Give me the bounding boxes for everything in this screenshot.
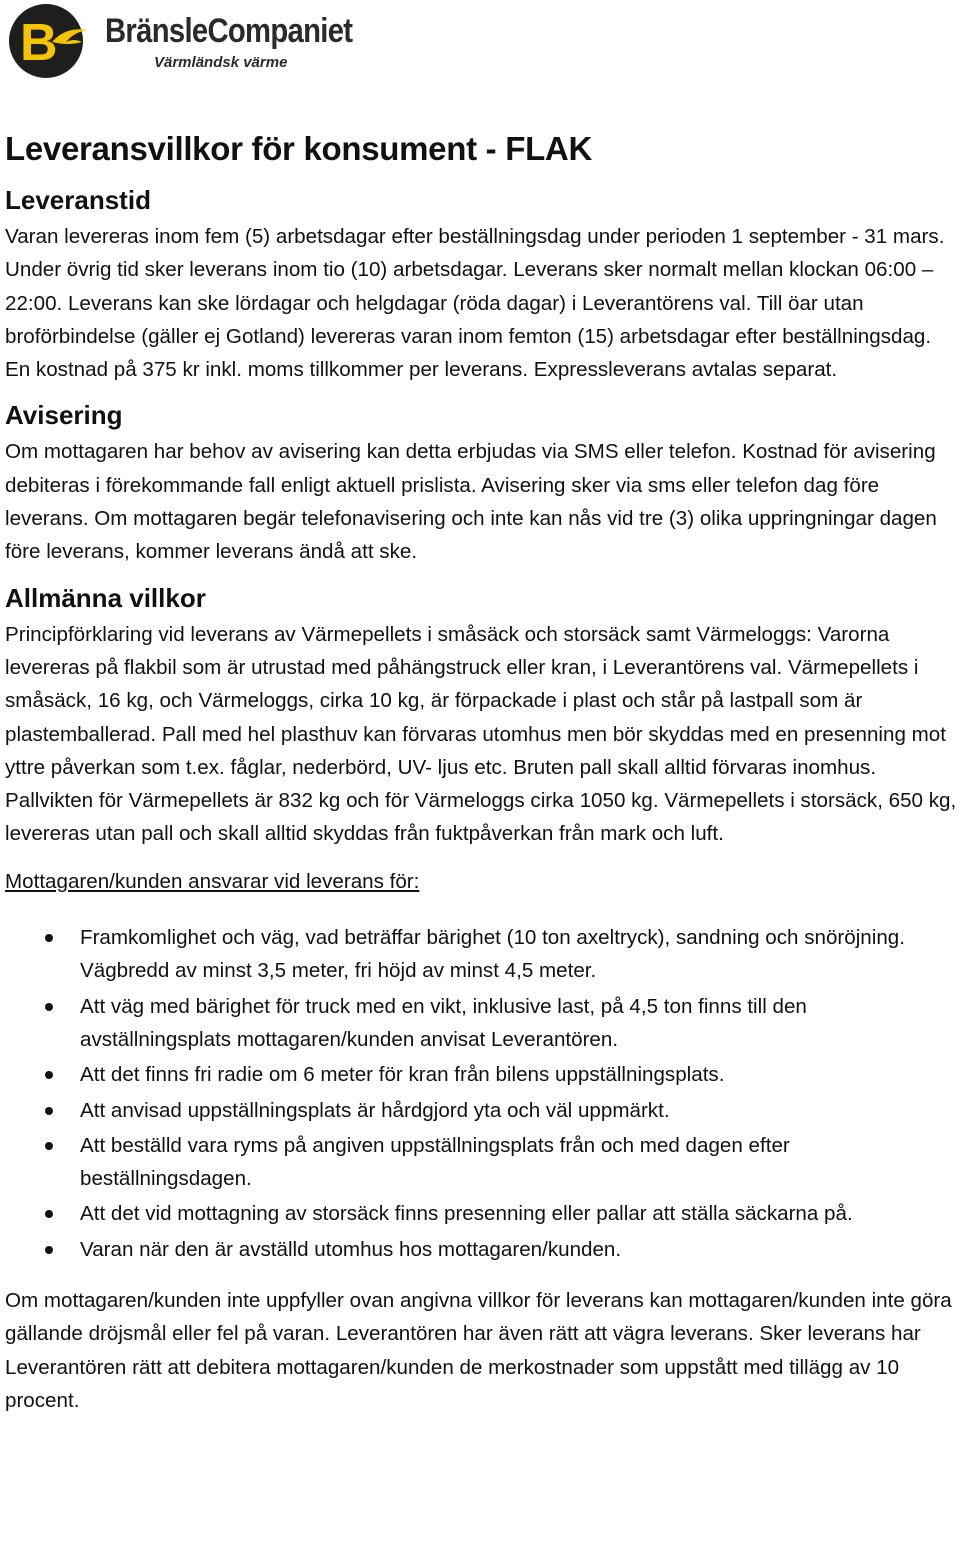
document-body (5, 130, 960, 1431)
section-text-avisering: Om mottagaren har behov av avisering kan detta erbjudas via SMS eller telefon. Kostnad för avisering debiteras i förekommande fall enligt aktuell prislista. Avisering sker via sms eller telefon dag före leverans. Om mottagaren begär telefonavisering och inte kan nås vid tre (3) olika uppringningar dagen före leverans, kommer leverans ändå att ske. (5, 440, 937, 564)
responsibility-list (5, 921, 960, 1266)
list-item: Att beställd vara ryms på angiven uppställningsplats från och med dagen efter beställningsdagen. (5, 1129, 960, 1196)
list-item: Att väg med bärighet för truck med en vikt, inklusive last, på 4,5 ton finns till den avställningsplats mottagaren/kunden anvisat Leverantören. (5, 990, 960, 1057)
section-heading-avisering: Avisering (5, 400, 123, 431)
document-title: Leveransvillkor för konsument - FLAK (5, 130, 592, 167)
section-text-allmanna-villkor: Principförklaring vid leverans av Värmepellets i småsäck och storsäck samt Värmeloggs: Varorna levereras på flakbil som är utrustad med påhängstruck eller kran, i Leverantörens val. Värmepellets i småsäck, 16 kg, och Värmeloggs, cirka 10 kg, är förpackade i plast och står på lastpall som är plastemballerad. Pall med hel plasthuv kan förvaras utomhus men bör skyddas med en presenning mot yttre påverkan som t.ex. fåglar, nederbörd, UV- ljus etc. Bruten pall skall alltid förvaras inomhus. Pallvikten för Värmepellets är 832 kg och för Värmeloggs cirka 1050 kg. Värmepellets i storsäck, 650 kg, levereras utan pall och skall alltid skyddas från fuktpåverkan från mark och luft. (5, 622, 957, 846)
svg-text:B: B (20, 14, 58, 72)
list-item: Att det finns fri radie om 6 meter för kran från bilens uppställningsplats. (5, 1058, 960, 1091)
brand-logo-mark (8, 2, 90, 80)
brand-logo (8, 2, 368, 80)
list-item: Varan när den är avställd utomhus hos mottagaren/kunden. (5, 1233, 960, 1266)
closing-paragraph: Om mottagaren/kunden inte uppfyller ovan angivna villkor för leverans kan mottagaren/kunden inte göra gällande dröjsmål eller fel på varan. Leverantören har även rätt att vägra leverans. Sker leverans har Leverantören rätt att debitera mottagaren/kunden de merkostnader som uppstått med tillägg av 10 procent. (5, 1289, 952, 1412)
section-text-leveranstid: Varan levereras inom fem (5) arbetsdagar efter beställningsdag under perioden 1 september - 31 mars. Under övrig tid sker leverans inom tio (10) arbetsdagar. Leverans sker normalt mellan klockan 06:00 – 22:00. Leverans kan ske lördagar och helgdagar (röda dagar) i Leverantörens val. Till öar utan broförbindelse (gäller ej Gotland) levereras varan inom femton (15) arbetsdagar efter beställningsdag. En kostnad på 375 kr inkl. moms tillkommer per leverans. Expressleverans avtalas separat. (5, 225, 945, 382)
brand-name: BränsleCompaniet (105, 12, 353, 50)
responsibility-heading: Mottagaren/kunden ansvarar vid leverans för: (5, 869, 420, 893)
list-item: Att anvisad uppställningsplats är hårdgjord yta och väl uppmärkt. (5, 1094, 960, 1127)
list-item: Att det vid mottagning av storsäck finns presenning eller pallar att ställa säckarna på. (5, 1197, 960, 1230)
list-item: Framkomlighet och väg, vad beträffar bärighet (10 ton axeltryck), sandning och snöröjning. Vägbredd av minst 3,5 meter, fri höjd av minst 4,5 meter. (5, 921, 960, 988)
section-heading-allmanna-villkor: Allmänna villkor (5, 582, 206, 613)
section-heading-leveranstid: Leveranstid (5, 185, 151, 215)
brand-tagline: Värmländsk värme (154, 54, 288, 71)
